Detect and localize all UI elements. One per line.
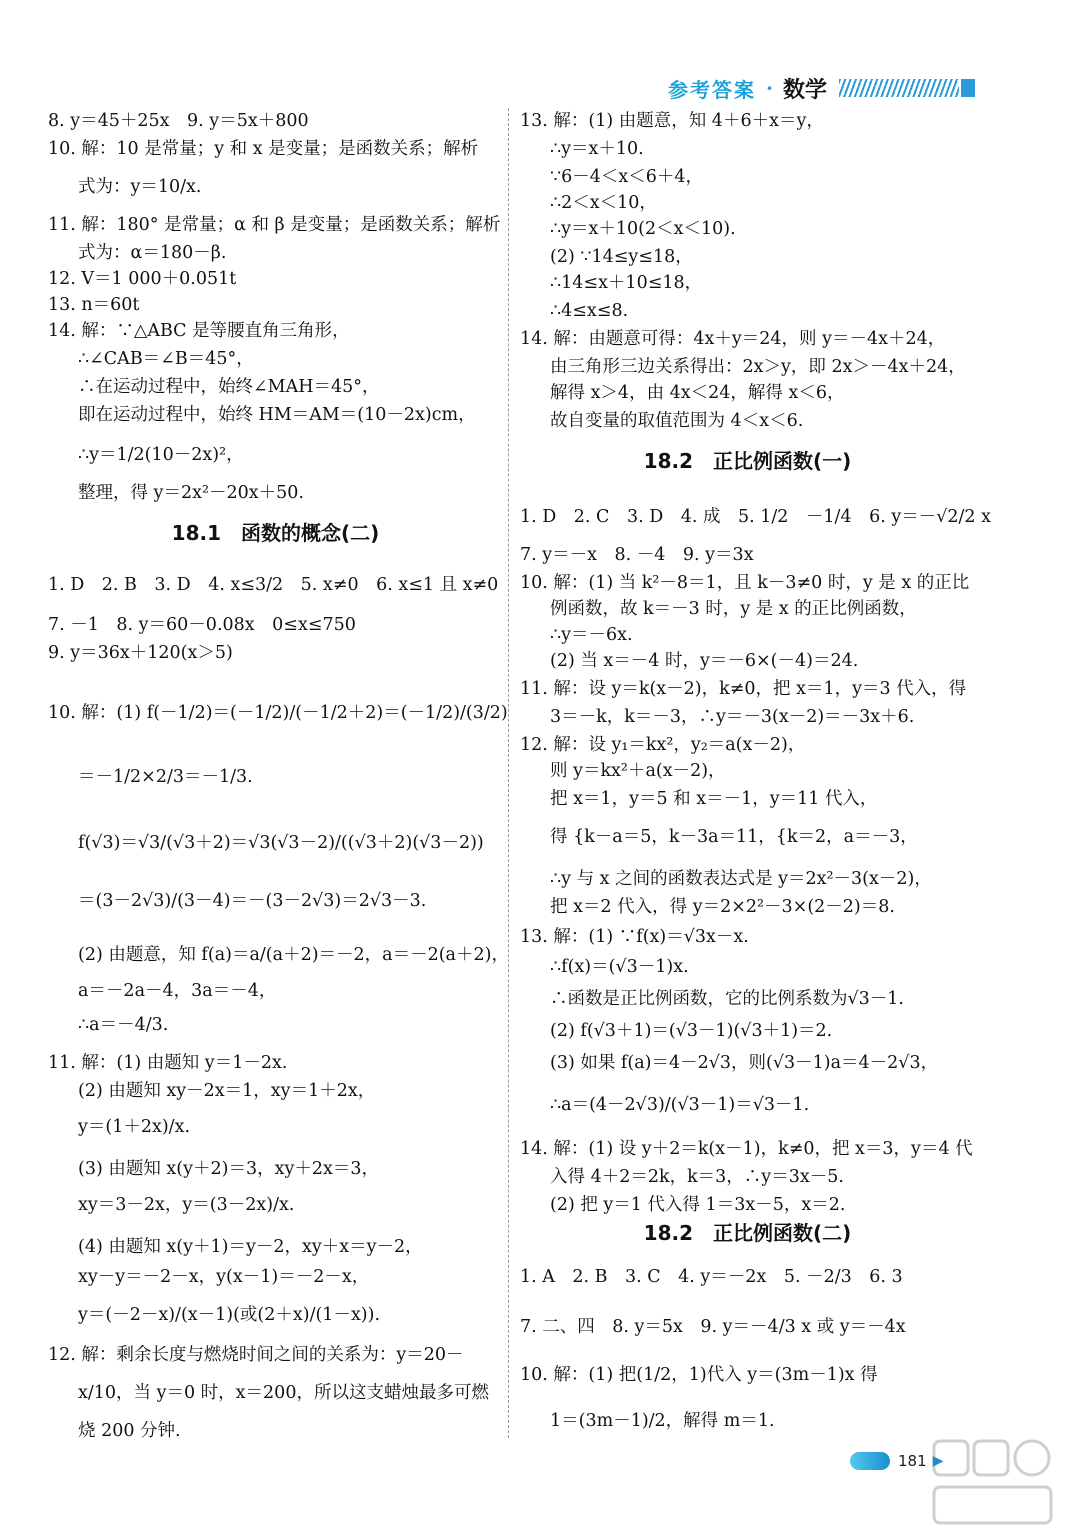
answer-line: 式为：α＝180－β.	[78, 243, 227, 263]
answer-line: 烧 200 分钟.	[78, 1421, 181, 1441]
answer-line: 8. y＝45＋25x 9. y＝5x＋800	[48, 111, 309, 131]
answer-line: ∴a＝－4/3.	[78, 1015, 169, 1035]
answer-line: (2) f(√3＋1)＝(√3－1)(√3＋1)＝2.	[550, 1021, 833, 1041]
page-header	[668, 70, 975, 106]
answer-line: (4) 由题知 x(y＋1)＝y－2，xy＋x＝y－2，	[78, 1237, 423, 1257]
answer-line: 10. 解：(1) 把(1/2，1)代入 y＝(3m－1)x 得	[520, 1365, 878, 1385]
answer-line: 1. A 2. B 3. C 4. y＝－2x 5. －2/3 6. 3	[520, 1267, 903, 1287]
answer-line: 把 x＝2 代入，得 y＝2×2²－3×(2－2)＝8.	[550, 897, 895, 917]
answer-line: y＝(－2－x)/(x－1)(或(2＋x)/(1－x)).	[78, 1305, 381, 1325]
answer-line: 1. D 2. B 3. D 4. x≤3/2 5. x≠0 6. x≤1 且 x≠0	[48, 575, 499, 595]
answer-line: f(√3)＝√3/(√3＋2)＝√3(√3－2)/((√3＋2)(√3－2))	[78, 833, 484, 853]
answer-line: 10. 解：10 是常量；y 和 x 是变量；是函数关系；解析	[48, 139, 479, 159]
answer-line: 13. 解：(1) 由题意，知 4＋6＋x＝y，	[520, 111, 824, 131]
answer-line: ∴y 与 x 之间的函数表达式是 y＝2x²－3(x－2)，	[550, 869, 932, 889]
answer-line: ∴y＝x＋10.	[550, 139, 644, 159]
answer-line: ＝(3－2√3)/(3－4)＝－(3－2√3)＝2√3－3.	[78, 891, 427, 911]
answer-line: (2) ∵14≤y≤18，	[550, 247, 693, 267]
answer-line: (2) 把 y＝1 代入得 1＝3x－5，x＝2.	[550, 1195, 846, 1215]
answer-line: 11. 解：(1) 由题知 y＝1－2x.	[48, 1053, 288, 1073]
section-title: 18.2 正比例函数(一)	[643, 449, 852, 473]
answer-line: 式为：y＝10/x.	[78, 177, 202, 197]
answer-line: ∴4≤x≤8.	[550, 301, 629, 321]
answer-line: (2) 由题意，知 f(a)＝a/(a＋2)＝－2，a＝－2(a＋2)，	[78, 945, 509, 965]
header-subject: 数学	[782, 77, 827, 103]
answer-line: 例函数，故 k＝－3 时，y 是 x 的正比例函数，	[550, 599, 917, 619]
answer-line: a＝－2a－4，3a＝－4，	[78, 981, 277, 1001]
answer-line: ∴函数是正比例函数，它的比例系数为√3－1.	[550, 989, 904, 1009]
answer-line: 12. 解：剩余长度与燃烧时间之间的关系为：y＝20－	[48, 1345, 464, 1365]
answer-line: 故自变量的取值范围为 4＜x＜6.	[550, 411, 804, 431]
answer-line: 得 {k－a＝5，k－3a＝11，{k＝2，a＝－3，	[550, 827, 918, 847]
footer-triangle-icon: ▶	[932, 1453, 944, 1469]
answer-line: (3) 由题知 x(y＋2)＝3，xy＋2x＝3，	[78, 1159, 379, 1179]
header-title: 参考答案	[668, 77, 757, 102]
answer-line: 由三角形三边关系得出：2x＞y，即 2x＞－4x＋24，	[550, 357, 966, 377]
answer-line: 11. 解：设 y＝k(x－2)，k≠0，把 x＝1，y＝3 代入，得	[520, 679, 967, 699]
answer-line: 14. 解：∵△ABC 是等腰直角三角形，	[48, 321, 350, 341]
answer-line: x/10，当 y＝0 时，x＝200，所以这支蜡烛最多可燃	[78, 1383, 489, 1403]
answer-line: 13. n＝60t	[48, 295, 140, 315]
answer-line: ∴14≤x＋10≤18，	[550, 273, 703, 293]
answer-line: 11. 解：180° 是常量；α 和 β 是变量；是函数关系；解析	[48, 215, 501, 235]
section-title: 18.1 函数的概念(二)	[171, 521, 380, 545]
header-separator: ·	[766, 76, 773, 100]
column-divider	[508, 108, 509, 1438]
answer-line: 12. V＝1 000＋0.051t	[48, 269, 237, 289]
header-stripes-decoration	[839, 79, 959, 97]
answer-line: y＝(1＋2x)/x.	[78, 1117, 191, 1137]
answer-line: ∴f(x)＝(√3－1)x.	[550, 957, 689, 977]
answer-line: (3) 如果 f(a)＝4－2√3，则(√3－1)a＝4－2√3，	[550, 1053, 939, 1073]
answer-line: 则 y＝kx²＋a(x－2)，	[550, 761, 726, 781]
answer-line: 解得 x＞4，由 4x＜24，解得 x＜6，	[550, 383, 845, 403]
answer-line: (2) 由题知 xy－2x＝1，xy＝1＋2x，	[78, 1081, 376, 1101]
answer-line: 12. 解：设 y₁＝kx²，y₂＝a(x－2)，	[520, 735, 806, 755]
answer-line: 14. 解：(1) 设 y＋2＝k(x－1)，k≠0，把 x＝3，y＝4 代	[520, 1139, 973, 1159]
answer-line: ∴2＜x＜10，	[550, 193, 657, 213]
answer-line: 13. 解：(1) ∵f(x)＝√3x－x.	[520, 927, 749, 947]
answer-line: 入得 4＋2＝2k，k＝3，∴y＝3x－5.	[550, 1167, 844, 1187]
answer-line: 把 x＝1，y＝5 和 x＝－1，y＝11 代入，	[550, 789, 878, 809]
answer-line: 1＝(3m－1)/2，解得 m＝1.	[550, 1411, 775, 1431]
page-number: 181	[898, 1452, 927, 1470]
answer-line: (2) 当 x＝－4 时，y＝－6×(－4)＝24.	[550, 651, 859, 671]
answer-line: xy－y＝－2－x，y(x－1)＝－2－x，	[78, 1267, 370, 1287]
header-block-decoration	[961, 79, 975, 97]
answer-line: xy＝3－2x，y＝(3－2x)/x.	[78, 1195, 295, 1215]
answer-line: ∴在运动过程中，始终∠MAH＝45°，	[78, 377, 380, 397]
section-title: 18.2 正比例函数(二)	[643, 1221, 852, 1245]
answer-line: 7. －1 8. y＝60－0.08x 0≤x≤750	[48, 615, 356, 635]
answer-line: 7. 二、四 8. y＝5x 9. y＝－4/3 x 或 y＝－4x	[520, 1317, 906, 1337]
answer-line: 9. y＝36x＋120(x＞5)	[48, 643, 233, 663]
answer-line: 3＝－k，k＝－3，∴y＝－3(x－2)＝－3x＋6.	[550, 707, 915, 727]
answer-line: ∴a＝(4－2√3)/(√3－1)＝√3－1.	[550, 1095, 810, 1115]
answer-line: 即在运动过程中，始终 HM＝AM＝(10－2x)cm，	[78, 405, 476, 425]
answer-line: ∴∠CAB＝∠B＝45°，	[78, 349, 254, 369]
answer-line: 7. y＝－x 8. －4 9. y＝3x	[520, 545, 754, 565]
answer-line: ＝－1/2×2/3＝－1/3.	[78, 767, 253, 787]
answer-line: 14. 解：由题意可得：4x＋y＝24，则 y＝－4x＋24，	[520, 329, 946, 349]
watermark-logo-icon	[930, 1435, 1055, 1530]
answer-line: ∴y＝－6x.	[550, 625, 633, 645]
answer-line: ∵6－4＜x＜6＋4，	[550, 167, 704, 187]
answer-line: 10. 解：(1) f(－1/2)＝(－1/2)/(－1/2＋2)＝(－1/2)/(3/2)	[48, 703, 508, 723]
footer-bar-decoration	[850, 1452, 890, 1470]
answer-line: 10. 解：(1) 当 k²－8＝1，且 k－3≠0 时，y 是 x 的正比	[520, 573, 970, 593]
answer-line: 1. D 2. C 3. D 4. 成 5. 1/2 －1/4 6. y＝－√2/2 x	[520, 507, 991, 527]
answer-line: 整理，得 y＝2x²－20x＋50.	[78, 483, 304, 503]
answer-line: ∴y＝x＋10(2＜x＜10).	[550, 219, 736, 239]
answer-line: ∴y＝1/2(10－2x)²，	[78, 445, 244, 465]
